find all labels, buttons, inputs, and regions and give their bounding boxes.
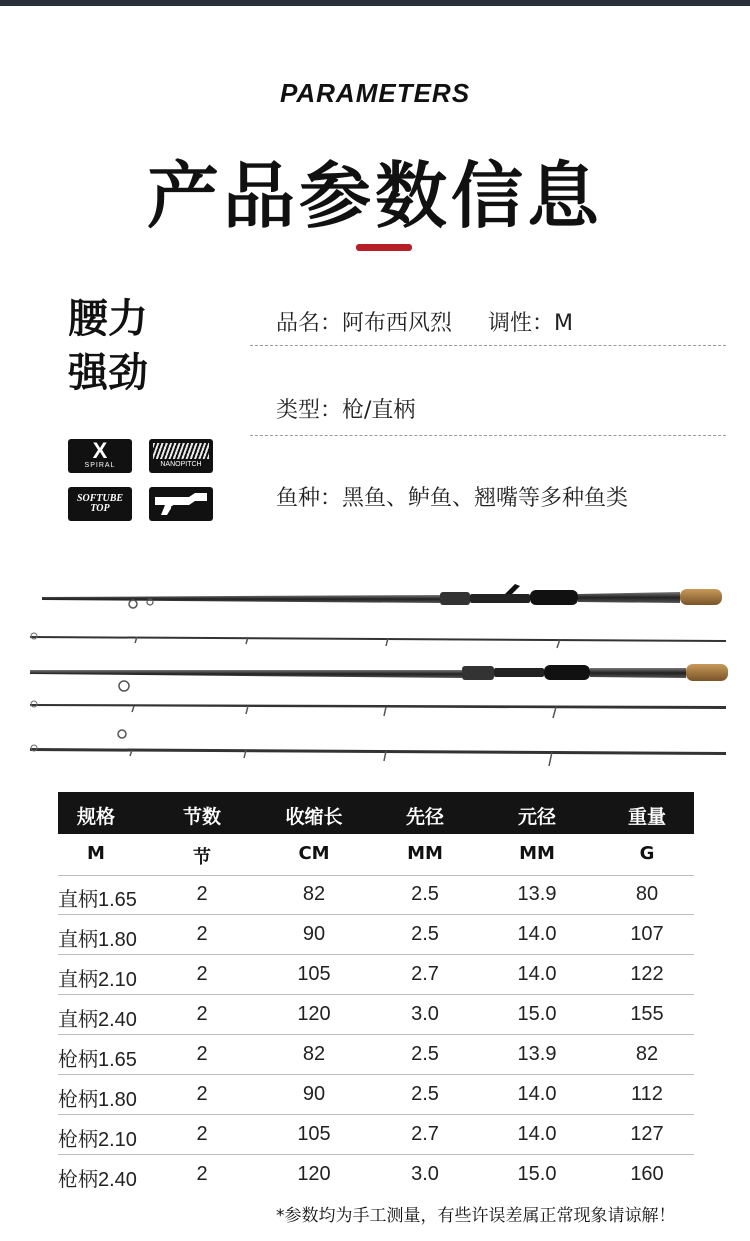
cell-butt-diameter: 15.0 bbox=[517, 1003, 557, 1025]
row-divider bbox=[58, 1074, 694, 1075]
unit-cell: MM bbox=[407, 843, 443, 864]
unit-cell: MM bbox=[519, 843, 555, 864]
header-tip-diameter: 先径 bbox=[405, 806, 444, 828]
slogan-line-1: 腰力 bbox=[68, 296, 148, 342]
unit-cell: CM bbox=[298, 843, 330, 864]
section-title-cn: 产品参数信息 bbox=[146, 154, 603, 238]
slogan-line-2: 强劲 bbox=[68, 350, 148, 396]
casting-rod-2 bbox=[30, 664, 728, 691]
table-row bbox=[58, 1003, 694, 1043]
cell-weight: 107 bbox=[630, 923, 664, 945]
table-row bbox=[58, 1083, 694, 1123]
header-sections: 节数 bbox=[182, 806, 221, 828]
rod-type: 类型：枪/直柄 bbox=[276, 398, 416, 423]
cell-tip-diameter: 3.0 bbox=[411, 1163, 439, 1185]
cell-sections: 2 bbox=[196, 1043, 208, 1065]
target-fish: 鱼种：黑鱼、鲈鱼、翘嘴等多种鱼类 bbox=[276, 486, 629, 511]
unit-cell: G bbox=[639, 843, 655, 864]
cell-butt-diameter: 14.0 bbox=[517, 963, 557, 985]
cell-butt-diameter: 14.0 bbox=[517, 1123, 557, 1145]
cell-sections: 2 bbox=[196, 963, 208, 985]
cell-tip-diameter: 2.5 bbox=[411, 883, 439, 905]
cell-sections: 2 bbox=[196, 1003, 208, 1025]
table-header bbox=[58, 792, 694, 834]
header-weight: 重量 bbox=[627, 806, 666, 828]
cell-weight: 122 bbox=[630, 963, 664, 985]
unit-cell: 节 bbox=[193, 847, 211, 868]
cell-spec: 枪柄1.65 bbox=[58, 1049, 137, 1071]
slogan bbox=[68, 292, 178, 400]
table-row bbox=[58, 1163, 694, 1203]
rod-tip-section-3 bbox=[30, 730, 726, 766]
table-row bbox=[58, 883, 694, 923]
row-divider bbox=[58, 875, 694, 876]
title-accent-bar bbox=[356, 244, 412, 251]
cell-weight: 112 bbox=[631, 1083, 663, 1105]
cell-weight: 82 bbox=[635, 1043, 659, 1065]
row-divider bbox=[58, 914, 694, 915]
cell-butt-diameter: 14.0 bbox=[517, 923, 557, 945]
cell-butt-diameter: 13.9 bbox=[517, 883, 557, 905]
spec-name-row bbox=[276, 306, 573, 337]
table-row bbox=[58, 1043, 694, 1083]
row-divider bbox=[58, 1154, 694, 1155]
divider bbox=[250, 435, 726, 436]
cell-spec: 直柄2.10 bbox=[58, 969, 137, 991]
product-name: 品名：阿布西风烈 bbox=[276, 311, 453, 336]
fishing-rods-image bbox=[0, 570, 750, 770]
rod-tip-section-2 bbox=[30, 701, 726, 718]
casting-rod-1 bbox=[42, 584, 722, 608]
rod-tip-section-1 bbox=[30, 633, 726, 648]
table-row bbox=[58, 923, 694, 963]
nanopitch-label: NANOPITCH bbox=[160, 461, 202, 468]
row-divider bbox=[58, 1114, 694, 1115]
cell-closed-length: 105 bbox=[297, 1123, 331, 1145]
x-spiral-badge bbox=[68, 439, 132, 473]
x-spiral-label: SPIRAL bbox=[84, 462, 116, 469]
softube-top-label: SOFTUBE TOP bbox=[76, 493, 124, 514]
reel-seat-icon bbox=[149, 487, 213, 521]
x-spiral-mark: X bbox=[92, 439, 108, 463]
header-butt-diameter: 元径 bbox=[517, 806, 556, 828]
rod-action: 调性：M bbox=[488, 311, 573, 336]
cell-weight: 155 bbox=[630, 1003, 664, 1025]
row-divider bbox=[58, 954, 694, 955]
cell-sections: 2 bbox=[196, 1163, 208, 1185]
cell-spec: 直柄2.40 bbox=[58, 1009, 137, 1031]
cell-closed-length: 82 bbox=[302, 1043, 326, 1065]
cell-closed-length: 120 bbox=[297, 1003, 331, 1025]
cell-spec: 枪柄2.10 bbox=[58, 1129, 137, 1151]
cell-sections: 2 bbox=[196, 923, 208, 945]
nanopitch-pattern bbox=[153, 443, 209, 459]
cell-butt-diameter: 14.0 bbox=[517, 1083, 557, 1105]
cell-weight: 160 bbox=[630, 1163, 664, 1185]
cell-closed-length: 90 bbox=[302, 923, 326, 945]
cell-spec: 枪柄1.80 bbox=[58, 1089, 137, 1111]
measurement-note: *参数均为手工测量，有些许误差属正常现象请谅解！ bbox=[276, 1206, 676, 1226]
cell-tip-diameter: 2.7 bbox=[411, 1123, 439, 1145]
cell-spec: 直柄1.80 bbox=[58, 929, 137, 951]
row-divider bbox=[58, 1034, 694, 1035]
cell-spec: 直柄1.65 bbox=[58, 889, 137, 911]
table-units-row bbox=[58, 843, 694, 883]
cell-sections: 2 bbox=[196, 1083, 208, 1105]
nanopitch-badge bbox=[149, 439, 213, 473]
softube-top-badge bbox=[68, 487, 132, 521]
divider bbox=[250, 345, 726, 346]
cell-spec: 枪柄2.40 bbox=[58, 1169, 137, 1191]
cell-closed-length: 120 bbox=[297, 1163, 331, 1185]
cell-closed-length: 105 bbox=[297, 963, 331, 985]
cell-sections: 2 bbox=[196, 883, 208, 905]
cell-closed-length: 90 bbox=[302, 1083, 326, 1105]
cell-closed-length: 82 bbox=[302, 883, 326, 905]
header-closed-length: 收缩长 bbox=[285, 806, 343, 828]
table-row bbox=[58, 963, 694, 1003]
top-border bbox=[0, 0, 750, 6]
row-divider bbox=[58, 994, 694, 995]
cell-weight: 80 bbox=[635, 883, 659, 905]
cell-weight: 127 bbox=[630, 1123, 664, 1145]
header-spec: 规格 bbox=[76, 806, 115, 828]
cell-tip-diameter: 2.5 bbox=[411, 923, 439, 945]
cell-butt-diameter: 13.9 bbox=[517, 1043, 557, 1065]
cell-tip-diameter: 2.5 bbox=[411, 1043, 439, 1065]
reel-seat-badge bbox=[149, 487, 213, 521]
cell-tip-diameter: 3.0 bbox=[411, 1003, 439, 1025]
cell-sections: 2 bbox=[196, 1123, 208, 1145]
section-title-en: PARAMETERS bbox=[279, 78, 471, 108]
cell-tip-diameter: 2.7 bbox=[411, 963, 439, 985]
cell-butt-diameter: 15.0 bbox=[517, 1163, 557, 1185]
cell-tip-diameter: 2.5 bbox=[411, 1083, 439, 1105]
unit-cell: M bbox=[87, 843, 105, 864]
table-row bbox=[58, 1123, 694, 1163]
